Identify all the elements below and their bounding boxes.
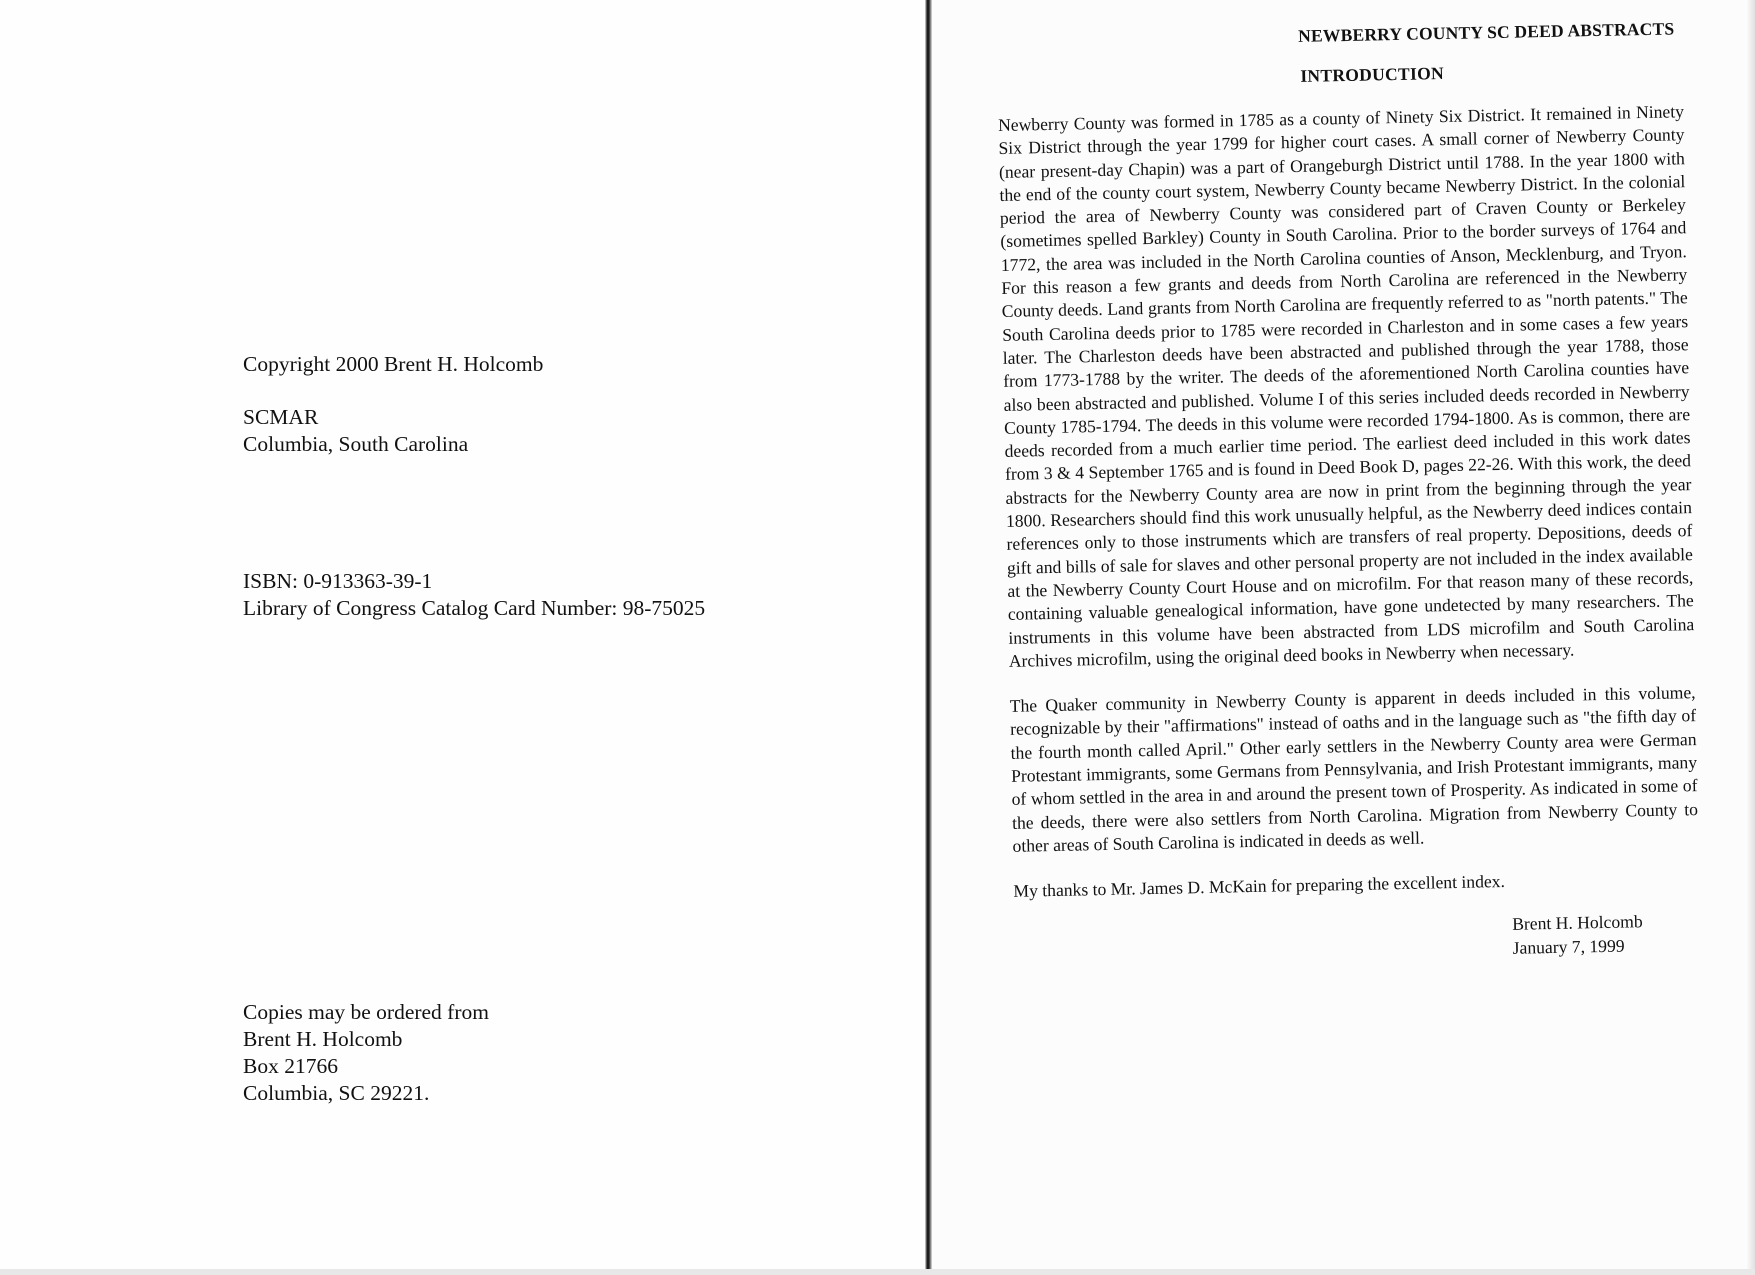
page-edge <box>1747 0 1755 1275</box>
publisher-name: SCMAR <box>243 405 319 429</box>
book-title: NEWBERRY COUNTY SC DEED ABSTRACTS <box>1297 18 1675 46</box>
catalog-info <box>243 568 705 622</box>
section-heading: INTRODUCTION <box>1300 63 1445 86</box>
page-bottom-edge <box>0 1269 1755 1275</box>
lccn-line: Library of Congress Catalog Card Number: 98-75025 <box>243 596 706 620</box>
order-line-4: Columbia, SC 29221. <box>243 1081 430 1105</box>
copyright-notice <box>243 351 543 378</box>
intro-paragraph-2: The Quaker community in Newberry County is apparent in deeds included in this volume, recognizable by their "affirmations" instead of oaths and in the language such as "the fifth day of the fourth month called April." Other early settlers in the Newberry County area were German Protestant immigrants, some Germans from Pennsylvania, and Irish Protestant immigrants, many of whom settled in the area in and around the present town of Prosperity. As indicated in some of the deeds, there were also settlers from North Carolina. Migration from Newberry County to other areas of South Carolina is indicated in deeds as well. <box>1009 682 1699 856</box>
order-line-2: Brent H. Holcomb <box>243 1027 403 1051</box>
book-gutter <box>925 0 932 1275</box>
signature-name: Brent H. Holcomb <box>1511 910 1643 934</box>
copyright-line: Copyright 2000 Brent H. Holcomb <box>243 352 544 376</box>
order-info <box>243 999 489 1107</box>
publisher-location: Columbia, South Carolina <box>243 432 469 456</box>
signature-date: January 7, 1999 <box>1512 935 1625 958</box>
acknowledgement: My thanks to Mr. James D. McKain for preparing the excellent index. <box>1013 871 1506 902</box>
introduction-content <box>996 8 1701 969</box>
order-line-3: Box 21766 <box>243 1054 338 1078</box>
intro-paragraph-1: Newberry County was formed in 1785 as a county of Ninety Six District. It remained in Ninety Six District through the year 1799 for higher court cases. A small corner of Newberry County (near present-day Chapin) was a part of Orangeburgh District until 1788. In the year 1800 with the end of the county court system, Newberry County became Newberry District. In the colonial period the area of Newberry County was considered part of Craven County or Berkeley (sometimes spelled Barkley) County in South Carolina. Prior to the border surveys of 1764 and 1772, the area was included in the North Carolina counties of Anson, Mecklenburg, and Tryon. For this reason a few grants and deeds from North Carolina are referenced in the Newberry County deeds. Land grants from North Carolina are frequently referred to as "north patents." The South Carolina deeds prior to 1785 were recorded in Charleston and in some cases a few years later. The Charleston deeds have been abstracted and published through the year 1788, those from 1773-1788 by the writer. The deeds of the aforementioned North Carolina counties have also been abstracted and published. Volume I of this series included deeds recorded in Newberry County 1785-1794. The deeds in this volume were recorded 1794-1800. As is common, there are deeds recorded from a much earlier time period. The earliest deed included in this work dates from 3 & 4 September 1765 and is found in Deed Book D, pages 22-26. With this work, the deed abstracts for the Newberry County area are now in print from the beginning through the year 1800. Researchers should find this work unusually helpful, as the Newberry deed indices contain references only to those instruments which are transfers of real property. Depositions, deeds of gift and bills of sale for slaves and other personal property are not included in the index available at the Newberry County Court House and on microfilm. For that reason many of these records, containing valuable genealogical information, have gone undetected by many researchers. The instruments in this volume have been abstracted from LDS microfilm and South Carolina Archives microfilm, using the original deed books in Newberry when necessary. <box>997 101 1695 671</box>
publisher-info <box>243 404 468 458</box>
isbn-line: ISBN: 0-913363-39-1 <box>243 569 433 593</box>
order-line-1: Copies may be ordered from <box>243 1000 489 1024</box>
signature-block <box>1512 908 1701 960</box>
